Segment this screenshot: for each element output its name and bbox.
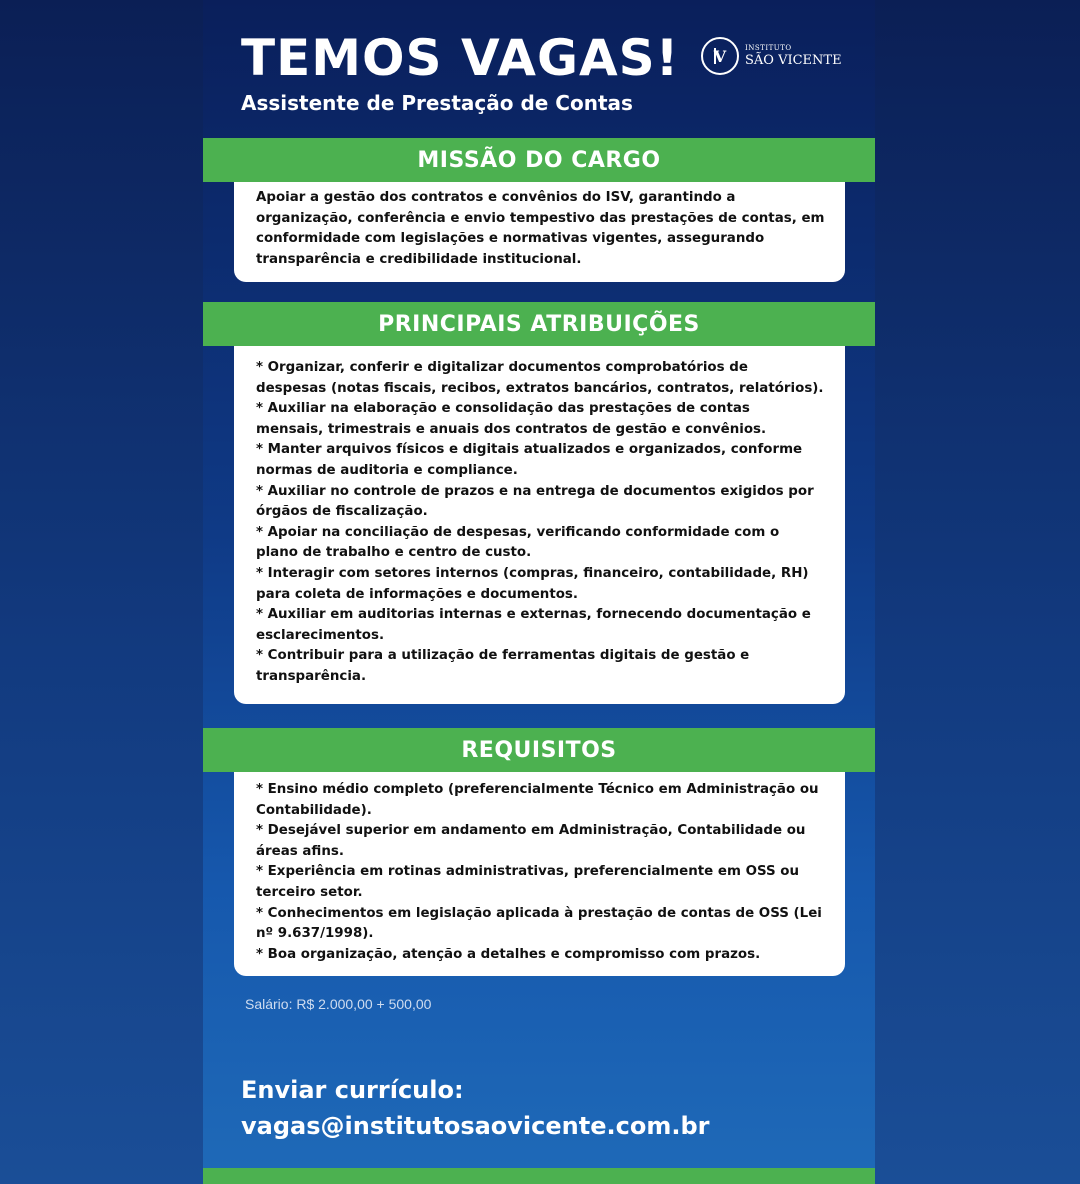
- duty-line: normas de auditoria e compliance.: [256, 462, 518, 478]
- requirement-line: Contabilidade).: [256, 802, 372, 818]
- contact-email: vagas@institutosaovicente.com.br: [241, 1112, 710, 1140]
- job-poster: [203, 0, 875, 1184]
- requirement-line: áreas afins.: [256, 843, 344, 859]
- requirement-line: * Experiência em rotinas administrativas, preferencialmente em OSS ou: [256, 864, 800, 880]
- requirement-line: nº 9.637/1998).: [256, 926, 374, 942]
- requirements-card: [234, 772, 845, 976]
- logo-big-text: SÃO VICENTE: [745, 53, 842, 68]
- headline: TEMOS VAGAS!: [241, 29, 680, 87]
- mission-card: [234, 182, 845, 282]
- duty-line: transparência.: [256, 668, 367, 684]
- send-cv-label: Enviar currículo:: [241, 1076, 464, 1104]
- requirements-heading: REQUISITOS: [203, 728, 875, 772]
- duty-line: * Organizar, conferir e digitalizar documentos comprobatórios de: [256, 360, 748, 375]
- duty-line: para coleta de informações e documentos.: [256, 586, 578, 602]
- requirement-line: * Boa organização, atenção a detalhes e compromisso com prazos.: [256, 946, 761, 962]
- requirement-line: * Ensino médio completo (preferencialmente Técnico em Administração ou: [256, 782, 819, 797]
- mission-line: Apoiar a gestão dos contratos e convênios do ISV, garantindo a: [256, 190, 736, 205]
- duty-line: * Interagir com setores internos (compras, financeiro, contabilidade, RH): [256, 565, 809, 581]
- duty-line: órgãos de fiscalização.: [256, 504, 428, 520]
- job-title: Assistente de Prestação de Contas: [241, 91, 633, 115]
- mission-line: transparência e credibilidade institucional.: [256, 251, 582, 267]
- duty-line: * Contribuir para a utilização de ferramentas digitais de gestão e: [256, 648, 750, 664]
- salary-text: Salário: R$ 2.000,00 + 500,00: [245, 996, 432, 1012]
- mission-line: organização, conferência e envio tempestivo das prestações de contas, em: [256, 210, 825, 226]
- duty-line: esclarecimentos.: [256, 627, 385, 643]
- duty-line: * Auxiliar na elaboração e consolidação das prestações de contas: [256, 401, 750, 417]
- duty-line: * Manter arquivos físicos e digitais atualizados e organizados, conforme: [256, 442, 803, 458]
- duty-line: * Auxiliar no controle de prazos e na entrega de documentos exigidos por: [256, 483, 814, 499]
- duty-line: plano de trabalho e centro de custo.: [256, 545, 532, 561]
- mission-heading: MISSÃO DO CARGO: [203, 138, 875, 182]
- requirement-line: * Desejável superior em andamento em Administração, Contabilidade ou: [256, 823, 806, 839]
- svg-text:V: V: [713, 47, 727, 66]
- bottom-accent-bar: [203, 1168, 875, 1184]
- duty-line: despesas (notas fiscais, recibos, extratos bancários, contratos, relatórios).: [256, 380, 824, 396]
- requirement-line: * Conhecimentos em legislação aplicada à prestação de contas de OSS (Lei: [256, 905, 822, 921]
- institute-logo: [701, 34, 851, 78]
- logo-small-text: INSTITUTO: [745, 44, 792, 52]
- logo-wordmark: [745, 44, 842, 68]
- requirement-line: terceiro setor.: [256, 884, 363, 900]
- duty-line: * Apoiar na conciliação de despesas, verificando conformidade com o: [256, 524, 780, 540]
- isv-monogram-icon: [701, 37, 739, 75]
- mission-line: conformidade com legislações e normativas vigentes, assegurando: [256, 231, 765, 247]
- duty-line: mensais, trimestrais e anuais dos contratos de gestão e convênios.: [256, 421, 767, 437]
- duty-line: * Auxiliar em auditorias internas e externas, fornecendo documentação e: [256, 607, 811, 623]
- duties-heading: PRINCIPAIS ATRIBUIÇÕES: [203, 302, 875, 346]
- duties-card: [234, 346, 845, 704]
